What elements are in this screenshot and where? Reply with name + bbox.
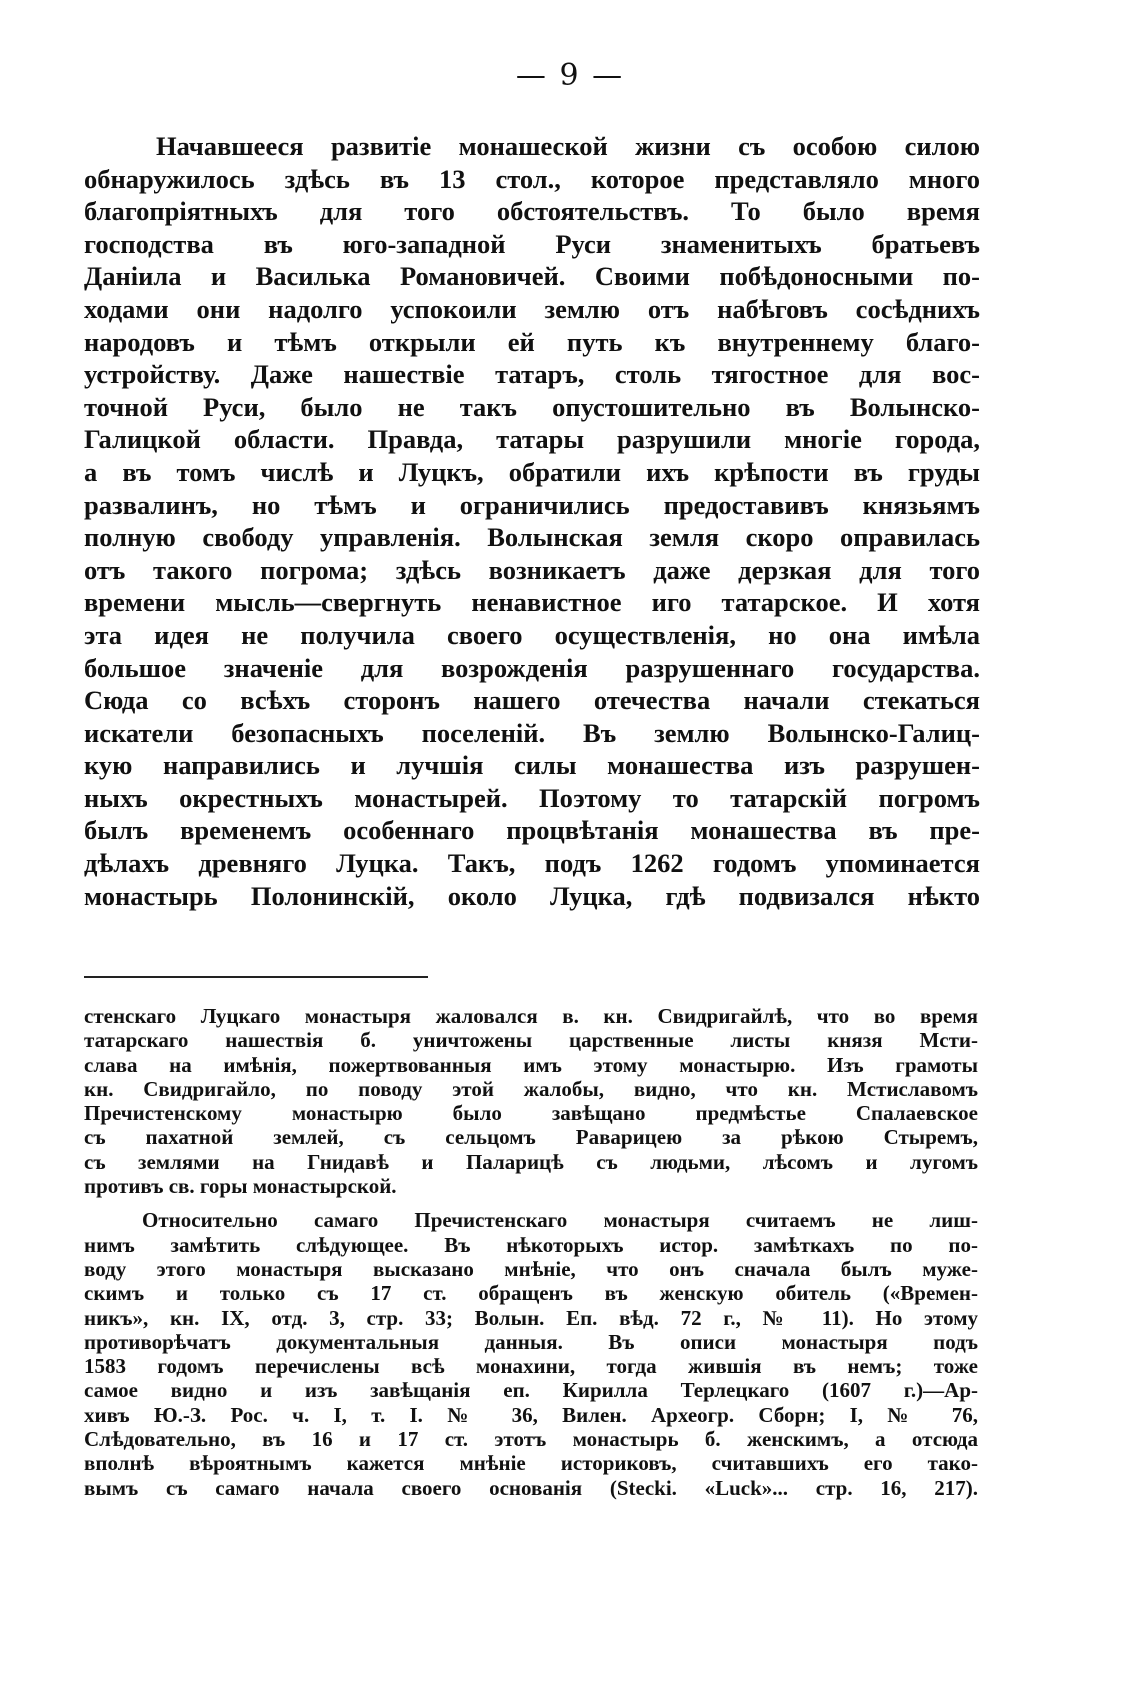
footnote-line: воду этого монастыря высказано мнѣніе, что онъ сначала былъ муже- <box>84 1256 978 1281</box>
paragraph-gap <box>84 1198 978 1208</box>
footnote-line: кн. Свидригайло, по поводу этой жалобы, видно, что кн. Мстиславомъ <box>84 1076 978 1101</box>
main-text-line: Сюда со всѣхъ сторонъ нашего отечества начали стекаться <box>84 685 980 716</box>
footnote-line: противъ св. горы монастырской. <box>84 1174 397 1199</box>
footnote-line: съ землями на Гнидавѣ и Паларицѣ съ людьми, лѣсомъ и лугомъ <box>84 1149 978 1174</box>
main-text-line: кую направились и лучшія силы монашества изъ разрушен- <box>84 750 980 781</box>
footnote-divider <box>84 976 428 978</box>
main-text-line: искатели безопасныхъ поселеній. Въ землю Волынско-Галиц- <box>84 717 980 748</box>
footnote-line: нимъ замѣтить слѣдующее. Въ нѣкоторыхъ истор. замѣткахъ по по- <box>84 1232 978 1257</box>
footnote-line: скимъ и только съ 17 ст. обращенъ въ женскую обитель («Времен- <box>84 1281 978 1306</box>
main-text-line: Начавшееся развитіе монашеской жизни съ особою силою <box>156 131 980 161</box>
main-text-line: отъ такого погрома; здѣсь возникаетъ даже дерзкая для того <box>84 554 980 585</box>
main-text-line: дѣлахъ древняго Луцка. Такъ, подъ 1262 годомъ упоминается <box>84 848 980 879</box>
footnote-line: противорѣчатъ документальныя данныя. Въ описи монастыря подъ <box>84 1329 978 1354</box>
main-text-line: а въ томъ числѣ и Луцкъ, обратили ихъ крѣпости въ груды <box>84 456 980 487</box>
footnote-line: стенскаго Луцкаго монастыря жаловался в. кн. Свидригайлѣ, что во время <box>84 1004 978 1028</box>
footnote-line: вполнѣ вѣроятнымъ кажется мнѣніе историковъ, считавшихъ его тако- <box>84 1451 978 1476</box>
main-text-line: устройству. Даже нашествіе татаръ, столь тягостное для вос- <box>84 359 980 390</box>
main-text-line: большое значеніе для возрожденія разрушеннаго государства. <box>84 652 980 683</box>
footnote-block <box>84 1004 978 1500</box>
page-number: — 9 — <box>515 58 625 93</box>
main-text-block <box>84 130 980 912</box>
main-text-line: эта идея не получила своего осуществленія, но она имѣла <box>84 619 980 650</box>
footnote-line: слава на имѣнія, пожертвованныя имъ этому монастырю. Изъ грамоты <box>84 1052 978 1077</box>
footnote-line: Слѣдовательно, въ 16 и 17 ст. этотъ монастырь б. женскимъ, а отсюда <box>84 1427 978 1452</box>
main-text-line: народовъ и тѣмъ открыли ей путь къ внутреннему благо- <box>84 326 980 357</box>
main-text-line: обнаружилось здѣсь въ 13 стол., которое представляло много <box>84 163 980 194</box>
main-text-line: благопріятныхъ для того обстоятельствъ. То было время <box>84 196 980 227</box>
main-text-line: Даніила и Василька Романовичей. Своими побѣдоносными по- <box>84 261 980 292</box>
footnote-line: самое видно и изъ завѣщанія еп. Кирилла Терлецкаго (1607 г.)—Ар- <box>84 1378 978 1403</box>
footnote-line: никъ», кн. IX, отд. 3, стр. 33; Волын. Еп. вѣд. 72 г., № 11). Но этому <box>84 1305 978 1330</box>
main-text-line: полную свободу управленія. Волынская земля скоро оправилась <box>84 522 980 553</box>
footnote-line: вымъ съ самаго начала своего основанія (Stecki. «Luck»... стр. 16, 217). <box>84 1475 978 1500</box>
footnote-line: съ пахатной землей, съ сельцомъ Раварицею за рѣкою Стыремъ, <box>84 1125 978 1150</box>
main-text-line: господства въ юго-западной Руси знаменитыхъ братьевъ <box>84 228 980 259</box>
footnote-line: 1583 годомъ перечислены всѣ монахини, тогда жившія въ немъ; тоже <box>84 1354 978 1379</box>
main-text-line: ныхъ окрестныхъ монастырей. Поэтому то татарскій погромъ <box>84 782 980 813</box>
main-text-line: Галицкой области. Правда, татары разрушили многіе города, <box>84 424 980 455</box>
main-text-line: ходами они надолго успокоили землю отъ набѣговъ сосѣднихъ <box>84 293 980 324</box>
main-text-line: развалинъ, но тѣмъ и ограничились предоставивъ князьямъ <box>84 489 980 520</box>
main-text-line: точной Руси, было не такъ опустошительно въ Волынско- <box>84 391 980 422</box>
main-text-line: былъ временемъ особеннаго процвѣтанія монашества въ пре- <box>84 815 980 846</box>
footnote-line: Пречистенскому монастырю было завѣщано предмѣстье Спалаевское <box>84 1101 978 1126</box>
footnote-line: татарскаго нашествія б. уничтожены царственные листы князя Мсти- <box>84 1028 978 1053</box>
main-text-line: монастырь Полонинскій, около Луцка, гдѣ подвизался нѣкто <box>84 880 980 911</box>
footnote-line: Относительно самаго Пречистенскаго монастыря считаемъ не лиш- <box>142 1208 978 1233</box>
footnote-line: хивъ Ю.-З. Рос. ч. I, т. I. № 36, Вилен. Археогр. Сборн; I, № 76, <box>84 1402 978 1427</box>
main-text-line: времени мысль—свергнуть ненавистное иго татарское. И хотя <box>84 587 980 618</box>
